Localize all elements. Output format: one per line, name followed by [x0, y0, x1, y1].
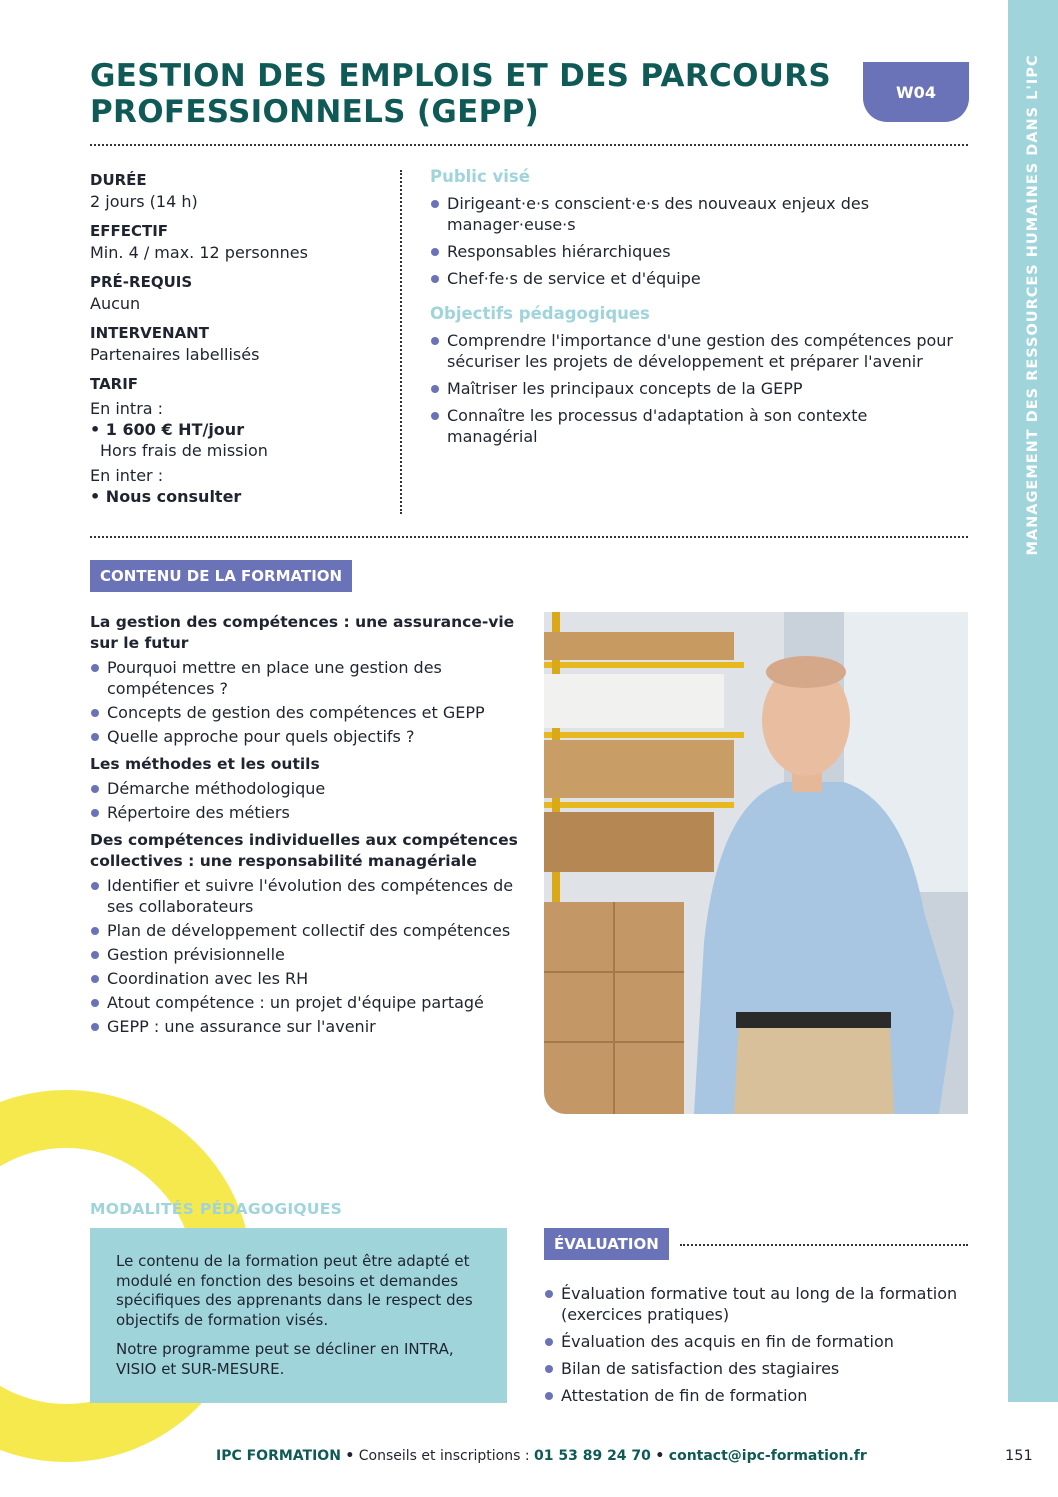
- side-band-text: MANAGEMENT DES RESSOURCES HUMAINES DANS L'IPC: [1025, 54, 1041, 556]
- modalites-heading: MODALITÉS PÉDAGOGIQUES: [90, 1200, 343, 1218]
- list-item: Maîtriser les principaux concepts de la GEPP: [430, 378, 960, 399]
- evaluation-list: [544, 1283, 964, 1412]
- footer-separator: •: [655, 1448, 665, 1464]
- effectif-label: EFFECTIF: [90, 222, 169, 240]
- public-heading: Public visé: [430, 167, 530, 186]
- list-item: Concepts de gestion des compétences et GEPP: [90, 702, 530, 723]
- list-item: Évaluation formative tout au long de la formation (exercices pratiques): [544, 1283, 964, 1325]
- warehouse-photo: [544, 612, 968, 1114]
- tarif-label: TARIF: [90, 375, 139, 393]
- list-item: Pourquoi mettre en place une gestion des compétences ?: [90, 657, 530, 699]
- section-title: La gestion des compétences : une assurance-vie sur le futur: [90, 613, 515, 652]
- title-line-2: PROFESSIONNELS (GEPP): [90, 94, 540, 130]
- intra-label: En intra :: [90, 399, 164, 418]
- list-item: Gestion prévisionnelle: [90, 944, 530, 965]
- list-item: Chef·fe·s de service et d'équipe: [430, 268, 960, 289]
- footer-text: Conseils et inscriptions :: [358, 1448, 530, 1464]
- list-item: Atout compétence : un projet d'équipe partagé: [90, 992, 530, 1013]
- header-divider: [90, 144, 968, 146]
- list-item: Démarche méthodologique: [90, 778, 530, 799]
- section-divider: [90, 536, 968, 538]
- evaluation-divider: [680, 1244, 968, 1246]
- inter-label: En inter :: [90, 466, 164, 485]
- intra-note: Hors frais de mission: [100, 441, 268, 460]
- prerequis-label: PRÉ-REQUIS: [90, 273, 193, 291]
- list-item: Comprendre l'importance d'une gestion des compétences pour sécuriser les projets de développement et préparer l'avenir: [430, 330, 960, 372]
- section-title: Des compétences individuelles aux compétences collectives : une responsabilité managériale: [90, 831, 518, 870]
- list-item: Connaître les processus d'adaptation à son contexte managérial: [430, 405, 960, 447]
- footer-brand: IPC FORMATION: [216, 1448, 341, 1464]
- contenu-badge: CONTENU DE LA FORMATION: [90, 560, 352, 592]
- title-line-1: GESTION DES EMPLOIS ET DES PARCOURS: [90, 58, 831, 94]
- prerequis-value: Aucun: [90, 294, 141, 313]
- page-title: [90, 58, 850, 130]
- intervenant-value: Partenaires labellisés: [90, 345, 260, 364]
- evaluation-badge: ÉVALUATION: [544, 1228, 669, 1260]
- list-item: Répertoire des métiers: [90, 802, 530, 823]
- list-item: Responsables hiérarchiques: [430, 241, 960, 262]
- duree-label: DURÉE: [90, 171, 147, 189]
- effectif-value: Min. 4 / max. 12 personnes: [90, 243, 308, 262]
- list-item: Attestation de fin de formation: [544, 1385, 964, 1406]
- list-item: Coordination avec les RH: [90, 968, 530, 989]
- list-item: Évaluation des acquis en fin de formation: [544, 1331, 964, 1352]
- modalites-para-2: Notre programme peut se décliner en INTRA, VISIO et SUR-MESURE.: [116, 1340, 454, 1378]
- column-divider: [400, 170, 402, 514]
- course-code-badge: W04: [863, 62, 969, 122]
- list-item: Plan de développement collectif des compétences: [90, 920, 530, 941]
- objectifs-heading: Objectifs pédagogiques: [430, 304, 650, 323]
- list-item: GEPP : une assurance sur l'avenir: [90, 1016, 530, 1037]
- modalites-para-1: Le contenu de la formation peut être adapté et modulé en fonction des besoins et demandes spécifiques des apprenants dans le respect des objectifs de formation visés.: [116, 1252, 473, 1329]
- duree-value: 2 jours (14 h): [90, 192, 198, 211]
- footer-phone[interactable]: 01 53 89 24 70: [534, 1448, 651, 1464]
- public-objectifs: [430, 166, 960, 453]
- page-number: 151: [1005, 1448, 1033, 1464]
- inter-value: • Nous consulter: [90, 487, 242, 506]
- footer-separator: •: [345, 1448, 355, 1464]
- list-item: Bilan de satisfaction des stagiaires: [544, 1358, 964, 1379]
- intra-price: • 1 600 € HT/jour: [90, 420, 245, 439]
- list-item: Quelle approche pour quels objectifs ?: [90, 726, 530, 747]
- intervenant-label: INTERVENANT: [90, 324, 209, 342]
- list-item: Identifier et suivre l'évolution des compétences de ses collaborateurs: [90, 875, 530, 917]
- footer-email[interactable]: contact@ipc-formation.fr: [668, 1448, 867, 1464]
- section-title: Les méthodes et les outils: [90, 755, 320, 773]
- list-item: Dirigeant·e·s conscient·e·s des nouveaux enjeux des manager·euse·s: [430, 193, 960, 235]
- contenu-list: [90, 612, 530, 1040]
- course-info: [90, 170, 390, 507]
- modalites-box: [90, 1228, 507, 1403]
